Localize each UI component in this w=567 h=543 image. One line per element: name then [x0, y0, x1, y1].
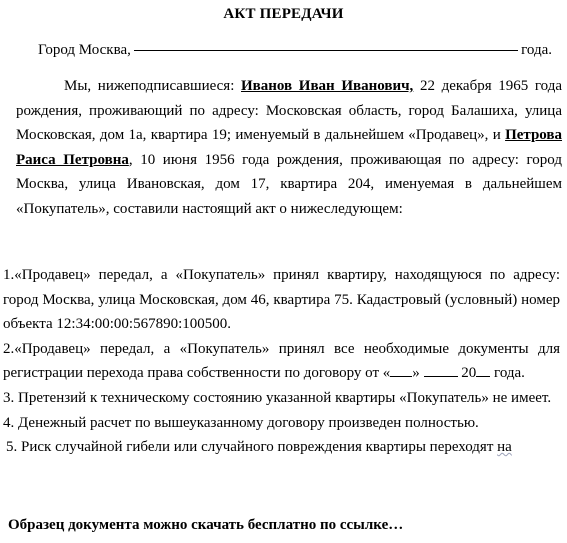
- city-line: [38, 38, 552, 63]
- seller-details: 22 декабря 1965 года рождения, проживающий по адресу: Московская область, город Балашиха, улица Московская, дом 1а, квартира 19; именуемый в дальнейшем «Продавец», и: [16, 78, 563, 144]
- seller-name: Иванов Иван Иванович,: [241, 78, 414, 94]
- item-5-text: 5. Риск случайной гибели или случайного повреждения квартиры переходят: [6, 439, 494, 456]
- date-blank-line: [134, 49, 518, 51]
- item-2-year: 20: [461, 365, 477, 382]
- download-note: Образец документа можно скачать бесплатно по ссылке…: [8, 517, 404, 533]
- item-2-end: года.: [494, 365, 525, 382]
- item-5: [3, 435, 560, 460]
- item-5-last-word: на: [497, 439, 512, 456]
- city-prefix: Город Москва,: [38, 42, 131, 58]
- buyer-name: Петрова Раиса Петровна: [16, 127, 563, 168]
- item-3: 3. Претензий к техническому состоянию указанной квартиры «Покупатель» не имеет.: [3, 389, 552, 406]
- item-2-text: 2.«Продавец» передал, а «Покупатель» принял все необходимые документы для регистрации перехода права собственности по договору от «: [3, 340, 560, 382]
- item-1: 1.«Продавец» передал, а «Покупатель» принял квартиру, находящуюся по адресу: город Москва, улица Московская, дом 46, квартира 75. Кадастровый (условный) номер объекта 12:34:00:00:567890:100500.: [3, 267, 560, 333]
- document-title: АКТ ПЕРЕДАЧИ: [223, 6, 344, 22]
- item-2-quote: »: [412, 365, 420, 382]
- month-blank: [424, 364, 458, 377]
- items-list: [3, 263, 560, 460]
- intro-paragraph: [16, 74, 562, 222]
- day-blank: [390, 364, 412, 377]
- intro-start: Мы, нижеподписавшиеся:: [64, 78, 235, 94]
- year-blank: [476, 364, 490, 377]
- city-suffix: года.: [521, 42, 552, 58]
- item-2: [3, 337, 560, 386]
- item-4: 4. Денежный расчет по вышеуказанному договору произведен полностью.: [3, 414, 479, 431]
- buyer-details: , 10 июня 1956 года рождения, проживающая по адресу: город Москва, улица Ивановская, дом 17, квартира 204, именуемая в дальнейшем «Покупатель», составили настоящий акт о нижеследующем:: [16, 151, 563, 217]
